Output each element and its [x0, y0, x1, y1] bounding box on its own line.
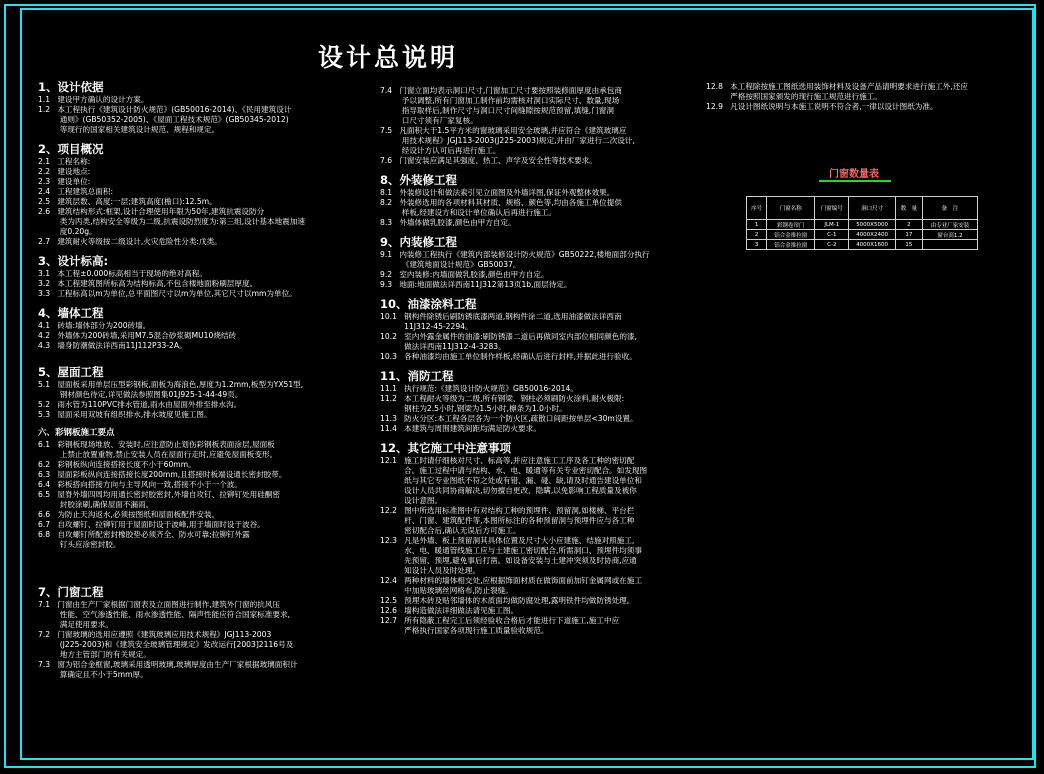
header-cell: 洞口尺寸 [849, 197, 895, 220]
note-line: 2.6 建筑结构形式:框架,设计合理使用年限为50年,建筑抗震设防分 [38, 207, 265, 216]
section-heading: 10、油漆涂料工程 [380, 297, 477, 311]
note-line: 用技术规程》JGJ113-2003(J225-2003)规定,并由厂家进行二次设计, [380, 136, 635, 145]
note-line: 口尺寸须有厂家复核。 [380, 116, 478, 125]
spacer [38, 299, 373, 306]
subsection-heading: 六、彩钢板施工要点 [38, 428, 115, 438]
note-line: 封胶涂刷,确保屋面不漏雨。 [38, 500, 154, 509]
table-row [747, 240, 978, 250]
spacer [380, 290, 698, 297]
note-line: 12.3 凡是外墙、板上预留洞其具体位置及尺寸大小应建施、结施对照施工, [380, 536, 635, 545]
note-line: 11.1 执行规范:《建筑设计防火规范》GB50016-2014。 [380, 384, 578, 393]
note-line: 做法详西南11J312-4-3283。 [380, 342, 506, 351]
note-line: 水、电、暖通管线施工应与土建施工密切配合,所需洞口、预埋件均须事 [380, 546, 642, 555]
spacer [38, 550, 373, 585]
note-line: 2.5 建筑层数、高度:一层;建筑高度(檐口):12.5m。 [38, 197, 217, 206]
table-row [747, 230, 978, 240]
note-line: 经设计方认可后再进行施工。 [380, 146, 501, 155]
notes-column-middle [380, 86, 698, 636]
note-line: 5.2 雨水管为110PVC排水管道,雨水由屋面外排至排水沟。 [38, 400, 242, 409]
note-line: 9.2 室内装修:内墙面做乳胶漆,颜色由甲方自定。 [380, 270, 549, 279]
note-line: 2.7 建筑耐火等级按二级设计,火灾危险性分类:戊类。 [38, 237, 222, 246]
spacer [380, 166, 698, 173]
note-line: 上禁止放置重物,禁止安装人员在屋面行走时,应避免屋面板变形。 [38, 450, 278, 459]
spacer [38, 135, 373, 142]
section-heading: 11、消防工程 [380, 369, 454, 383]
note-line: 12.2 图中所选用标准图中有对结构工种的预埋件、预留洞,如楼梯、平台栏 [380, 506, 635, 515]
table-row [747, 220, 978, 230]
note-line: 4.3 墙身防潮做法详西南11J112P33-2A。 [38, 341, 187, 350]
note-line: 12.4 两种材料的墙体相交处,应根据饰面材质在做饰面前加钉金属网或在施工 [380, 576, 642, 585]
table-cell: 彩钢卷帘门 [767, 220, 815, 230]
note-line: 2.3 建设单位: [38, 177, 91, 186]
note-line: 4.1 砖墙:墙体部分为200砖墙。 [38, 321, 151, 330]
table-cell: 1 [747, 220, 767, 230]
note-line: 9.1 内装修工程执行《建筑内部装修设计防火规范》GB50222,楼地面部分执行 [380, 250, 650, 259]
table-cell: 由专业厂家安装 [922, 220, 977, 230]
note-line: 8.1 外装修设计和做法索引见立面图及外墙详图,保证外观整体效果。 [380, 188, 615, 197]
note-line: 2.1 工程名称: [38, 157, 91, 166]
note-line: 知设计人员及时处理。 [380, 566, 481, 575]
notes-column-right [706, 82, 1024, 112]
note-line: 11.2 本工程耐火等级为二级,所有钢梁、钢柱必须刷防火涂料,耐火极限: [380, 394, 625, 403]
spacer [38, 247, 373, 254]
spacer [380, 362, 698, 369]
section-heading: 9、内装修工程 [380, 235, 458, 249]
note-line: 类为丙类,结构安全等级为二级,抗震设防烈度为:第三组,设计基本地震加速 [38, 217, 305, 226]
note-line: 钢材颜色待定,详见做法参照图集01J925-1-44-49页。 [38, 390, 243, 399]
note-line: 度0.20g。 [38, 227, 97, 236]
note-line: 11.3 防火分区:本工程各层各为一个防火区,疏散口间距按单层<30m设置。 [380, 414, 638, 423]
document-title: 设计总说明 [318, 43, 459, 72]
table-cell [922, 240, 977, 250]
note-line: 性能、空气渗透性能、雨水渗透性能、隔声性能应符合国家标准要求, [38, 610, 290, 619]
note-line: 3.1 本工程±0.000标高相当于现场的绝对高程。 [38, 269, 207, 278]
note-line: 6.3 屋面彩板纵向连接搭接长度200mm,且搭接时板端设通长密封胶带。 [38, 470, 287, 479]
note-line: 3.2 本工程建筑图所标高为结构标高,不包含楼地面粉刷层厚度。 [38, 279, 258, 288]
section-heading: 7、门窗工程 [38, 585, 104, 599]
note-line: 7.6 门窗安装应满足其强度、热工、声学及安全性等技术要求。 [380, 156, 597, 165]
section-heading: 4、墙体工程 [38, 306, 104, 320]
table-cell: 4000X1600 [849, 240, 895, 250]
notes-column-left [38, 80, 373, 680]
note-line: 严格执行国家各项现行施工质量验收规范。 [380, 626, 549, 635]
note-line: 5.1 屋面板采用单层压型彩钢板,面板为海浪色,厚度为1.2mm,板型为YX51型, [38, 380, 304, 389]
note-line: 设计意图。 [380, 496, 443, 505]
note-line: 指导取样后,制作尺寸与洞口尺寸间缝隙按规范预留,填缝,门窗洞 [380, 106, 614, 115]
section-heading: 2、项目概况 [38, 142, 104, 156]
table-cell: C-1 [815, 230, 849, 240]
note-line: 地方主管部门的有关规定。 [38, 650, 151, 659]
table-cell: 5000X5000 [849, 220, 895, 230]
section-heading: 1、设计依据 [38, 80, 104, 94]
note-line: 算确定且不小于5mm厚。 [38, 670, 148, 679]
note-line: 9.3 地面:地面做法详西南11J312第13页1b,面层待定。 [380, 280, 572, 289]
window-table-title: 门窗数量表 [829, 169, 879, 180]
spacer [38, 351, 373, 365]
spacer [38, 420, 373, 427]
note-line: 12.8 本工程除按施工图纸选用装饰材料及设备产品请明要求进行施工外,还应 [706, 82, 968, 91]
table-cell: 铝合金推拉窗 [767, 240, 815, 250]
section-heading: 12、其它施工中注意事项 [380, 441, 512, 455]
header-cell: 序号 [747, 197, 767, 220]
window-table-title-underline [819, 180, 891, 182]
note-line: 12.1 施工时请仔细核对尺寸、标高等,并应注意施工工序及各工种的密切配 [380, 456, 635, 465]
table-header-row [747, 197, 978, 220]
note-line: 予以调整,所有门窗加工制作前均需核对洞口实际尺寸、数量,现场 [380, 96, 620, 105]
note-line: 2.2 建设地点: [38, 167, 91, 176]
note-line: 杆、门窗、建筑配件等,本图所标注的各种预留洞与预埋件应与各工种 [380, 516, 635, 525]
section-heading: 3、设计标高: [38, 254, 109, 268]
section-heading: 5、屋面工程 [38, 365, 104, 379]
section-heading: 8、外装修工程 [380, 173, 458, 187]
note-line: 7.3 窗为铝合金框窗,玻璃采用透明玻璃,玻璃厚度由生产厂家根据玻璃面积计 [38, 660, 298, 669]
note-line: 10.1 钢构件除锈后刷防锈底漆两道,钢构件涂二道,选用油漆做法详西南 [380, 312, 622, 321]
table-cell: C-2 [815, 240, 849, 250]
note-line: (J225-2003)和《建筑安全玻璃管理规定》发改运行[2003]2116号及 [38, 640, 294, 649]
spacer [380, 228, 698, 235]
window-schedule-table [746, 196, 978, 250]
note-line: 严格按照国家颁发的现行施工规范进行施工。 [706, 92, 883, 101]
spacer [380, 434, 698, 441]
note-line: 6.8 自攻螺钉所配密封橡胶垫必须齐全、防水可靠;拉铆钉外露 [38, 530, 250, 539]
note-line: 6.5 屋脊外墙四周均用通长密封胶密封,外墙自攻钉、拉铆钉处用硅酮密 [38, 490, 280, 499]
table-cell: 15 [895, 240, 922, 250]
table-cell: 3 [747, 240, 767, 250]
note-line: 钉头应涂密封胶。 [38, 540, 121, 549]
note-line: 6.6 为防止天沟返水,必须按图纸和屋面板配件安装。 [38, 510, 220, 519]
note-line: 钢柱为2.5小时,钢梁为1.5小时,檩条为1.0小时。 [380, 404, 567, 413]
note-line: 7.4 门窗立面均表示洞口尺寸,门窗加工尺寸要按照装修面厚度由承包商 [380, 86, 622, 95]
header-cell: 门窗名称 [767, 197, 815, 220]
note-line: 12.9 凡设计图纸说明与本施工说明不符合者,一律以设计图纸为准。 [706, 102, 938, 111]
note-line: 12.5 预埋木砖及贴邻墙体的木质面均做防腐处理,露明铁件均做防锈处理。 [380, 596, 635, 605]
note-line: 7.2 门窗玻璃的选用应遵照《建筑玻璃应用技术规程》JGJ113-2003 [38, 630, 272, 639]
note-line: 12.7 所有隐蔽工程完工后须经验收合格后才能进行下道施工,施工中应 [380, 616, 620, 625]
table-cell: JLM-1 [815, 220, 849, 230]
header-cell: 数 量 [895, 197, 922, 220]
note-line: 11J312-45-2294。 [380, 322, 473, 331]
note-line: 2.4 工程建筑总面积: [38, 187, 114, 196]
note-line: 8.2 外装修选用的各项材料其材质、规格、颜色等,均由各施工单位提供 [380, 198, 622, 207]
note-line: 5.3 屋面采用双坡有组织排水,排水坡度见施工图。 [38, 410, 212, 419]
header-cell: 备 注 [922, 197, 977, 220]
note-line: 设计人员共同协商解决,切勿擅自更改、隐瞒,以免影响工程质量及被你 [380, 486, 637, 495]
table-cell: 窗台高1.2 [922, 230, 977, 240]
note-line: 纸与其它专业图纸不符之处或有错、漏、碰、缺,请及时通告建设单位和 [380, 476, 642, 485]
note-line: 10.2 室内外露金属件的油漆:刷防锈漆二道后再做同室内部位相同颜色的漆, [380, 332, 637, 341]
note-line: 12.6 墙构造做法详细做法请见施工图。 [380, 606, 519, 615]
note-line: 通则》(GB50352-2005)、《屋面工程技术规范》(GB50345-2012) [38, 115, 289, 124]
table-cell: 2 [895, 220, 922, 230]
table-cell: 铝合金推拉窗 [767, 230, 815, 240]
note-line: 1.2 本工程执行《建筑设计防火规范》(GB50016-2014)、《民用建筑设计 [38, 105, 292, 114]
note-line: 中加贴玻璃丝网格布,防止裂缝。 [380, 586, 513, 595]
note-line: 1.1 建设甲方确认的设计方案。 [38, 95, 149, 104]
note-line: 先预留、预埋,避免事后打凿。如设备安装与土建冲突须及时协商,应通 [380, 556, 637, 565]
note-line: 合。施工过程中请与结构、水、电、暖通等有关专业密切配合。如发现图 [380, 466, 648, 475]
note-line: 《建筑地面设计规范》GB50037。 [380, 260, 521, 269]
note-line: 密切配合后,确认无误后方可施工。 [380, 526, 521, 535]
note-line: 6.2 彩钢板纵向连接搭接长度不小于60mm。 [38, 460, 196, 469]
note-line: 4.2 外墙体为200砖墙,采用M7.5混合砂浆砌MU10烧结砖 [38, 331, 237, 340]
note-line: 8.3 外墙体做乳胶漆,颜色由甲方自定。 [380, 218, 516, 227]
note-line: 7.1 门窗由生产厂家根据门窗表及立面图进行制作,建筑外门窗的抗风压 [38, 600, 280, 609]
note-line: 满足使用要求。 [38, 620, 113, 629]
note-line: 10.3 各种油漆均由施工单位制作样板,经确认后进行封样,并据此进行验收。 [380, 352, 637, 361]
note-line: 3.3 工程标高以m为单位,总平面图尺寸以m为单位,其它尺寸以mm为单位。 [38, 289, 297, 298]
table-cell: 17 [895, 230, 922, 240]
header-cell: 门窗编号 [815, 197, 849, 220]
note-line: 6.4 彩板搭向搭接方向与主导风向一致,搭接不小于一个波。 [38, 480, 242, 489]
note-line: 等现行的国家相关建筑设计规范、规程和规定。 [38, 125, 220, 134]
note-line: 6.7 自攻螺钉、拉铆钉用于屋面时设于波峰,用于墙面时设于波谷。 [38, 520, 265, 529]
note-line: 11.4 本建筑与周围建筑间距均满足防火要求。 [380, 424, 541, 433]
table-cell: 4000X2400 [849, 230, 895, 240]
note-line: 6.1 彩钢板现场堆放、安装时,应注意防止划伤彩钢板表面涂层,屋面板 [38, 440, 275, 449]
table-cell: 2 [747, 230, 767, 240]
note-line: 7.5 凡面积大于1.5平方米的窗玻璃采用安全玻璃,并应符合《建筑玻璃应 [380, 126, 627, 135]
note-line: 样板,经建设方和设计单位确认后再进行施工。 [380, 208, 557, 217]
